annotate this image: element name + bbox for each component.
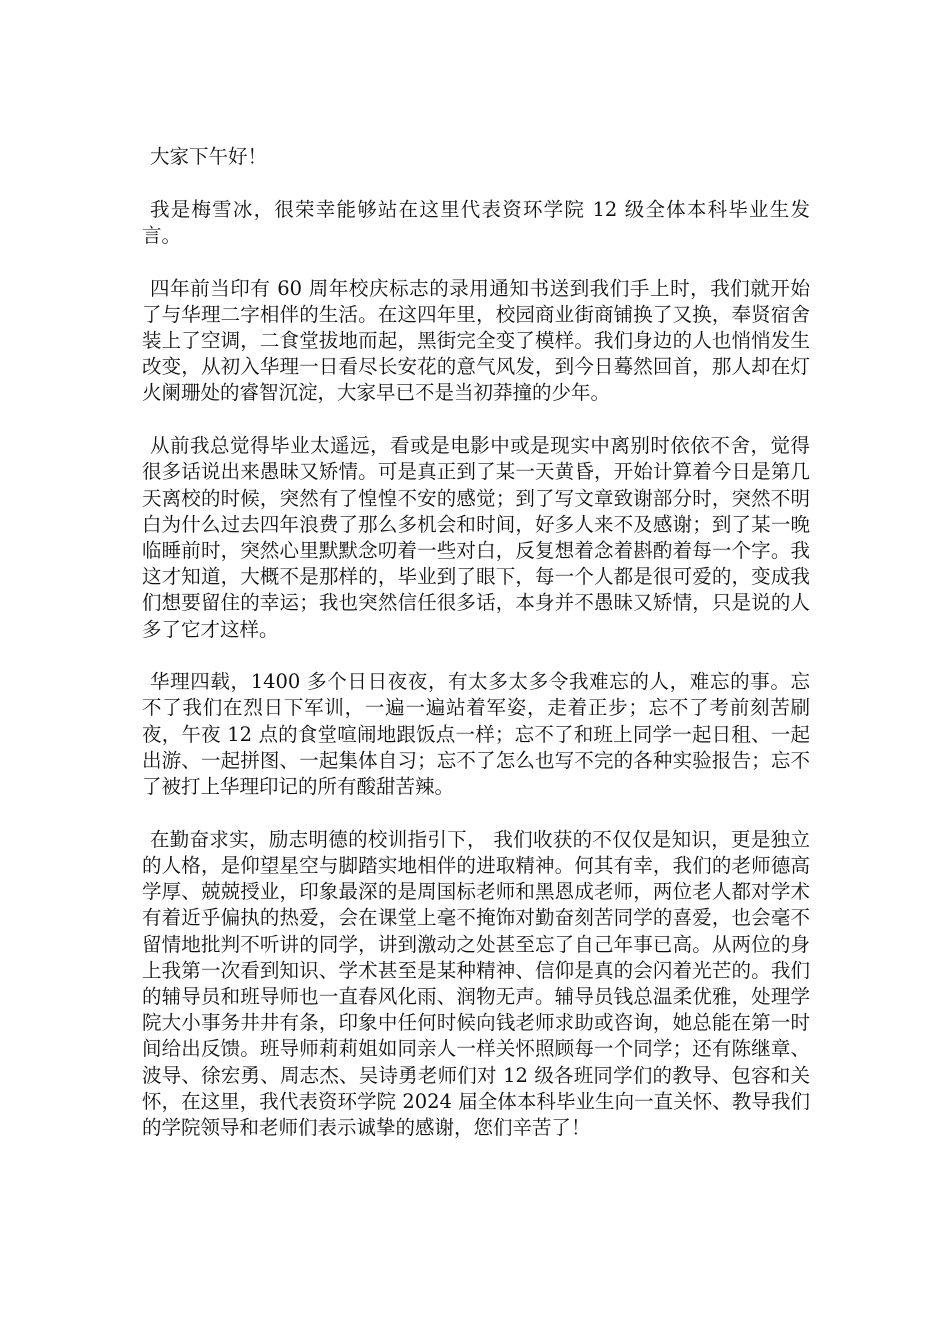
paragraph-graduation-feelings: 从前我总觉得毕业太遥远，看或是电影中或是现实中离别时依依不舍，觉得很多话说出来愚昧又矫情。可是真正到了某一天黄昏，开始计算着今日是第几天离校的时候，突然有了惶惶不安的感觉；到了写文章致谢部分时，突然不明白为什么过去四年浪费了那么多机会和时间，好多人来不及感谢；到了某一晚临睡前时，突然心里默默念叨着一些对白，反复想着念着斟酌着每一个字。我这才知道，大概不是那样的，毕业到了眼下，每一个人都是很可爱的，变成我们想要留住的幸运；我也突然信任很多话，本身并不愚昧又矫情，只是说的人多了它才这样。 — [142, 434, 810, 641]
paragraph-memories: 华理四载，1400 多个日日夜夜，有太多太多令我难忘的人，难忘的事。忘不了我们在烈日下军训，一遍一遍站着军姿，走着正步；忘不了考前刻苦刷夜，午夜 12 点的食堂喧闹地跟饭点一样；忘不了和班上同学一起日租、一起出游、一起拼图、一起集体自习；忘不了怎么也写不完的各种实验报告；忘不了被打上华理印记的所有酸甜苦辣。 — [142, 670, 810, 799]
document-page — [142, 144, 810, 1168]
greeting-line: 大家下午好！ — [150, 145, 268, 168]
paragraph-four-years-ago: 四年前当印有 60 周年校庆标志的录用通知书送到我们手上时，我们就开始了与华理二字相伴的生活。在这四年里，校园商业街商铺换了又换，奉贤宿舍装上了空调，二食堂拔地而起，黑街完全变了模样。我们身边的人也悄悄发生改变，从初入华理一日看尽长安花的意气风发，到今日蓦然回首，那人却在灯火阑珊处的睿智沉淀，大家早已不是当初莽撞的少年。 — [142, 276, 810, 405]
paragraph-introduction: 我是梅雪冰，很荣幸能够站在这里代表资环学院 12 级全体本科毕业生发言。 — [142, 197, 810, 247]
paragraph-teachers-gratitude: 在勤奋求实，励志明德的校训指引下， 我们收获的不仅仅是知识，更是独立的人格，是仰望星空与脚踏实地相伴的进取精神。何其有幸，我们的老师德高学厚、兢兢授业，印象最深的是周国标老师和黑恩成老师，两位老人都对学术有着近乎偏执的热爱，会在课堂上毫不掩饰对勤奋刻苦同学的喜爱，也会毫不留情地批判不听讲的同学，讲到激动之处甚至忘了自己年事已高。从两位的身上我第一次看到知识、学术甚至是某种精神、信仰是真的会闪着光芒的。我们的辅导员和班导师也一直春风化雨、润物无声。辅导员钱总温柔优雅，处理学院大小事务井井有条，印象中任何时候向钱老师求助或咨询，她总能在第一时间给出反馈。班导师莉莉姐如同亲人一样关怀照顾每一个同学；还有陈继章、波导、徐宏勇、周志杰、吴诗勇老师们对 12 级各班同学们的教导、包容和关怀，在这里，我代表资环学院 2024 届全体本科毕业生向一直关怀、教导我们的学院领导和老师们表示诚挚的感谢，您们辛苦了！ — [142, 827, 810, 1139]
